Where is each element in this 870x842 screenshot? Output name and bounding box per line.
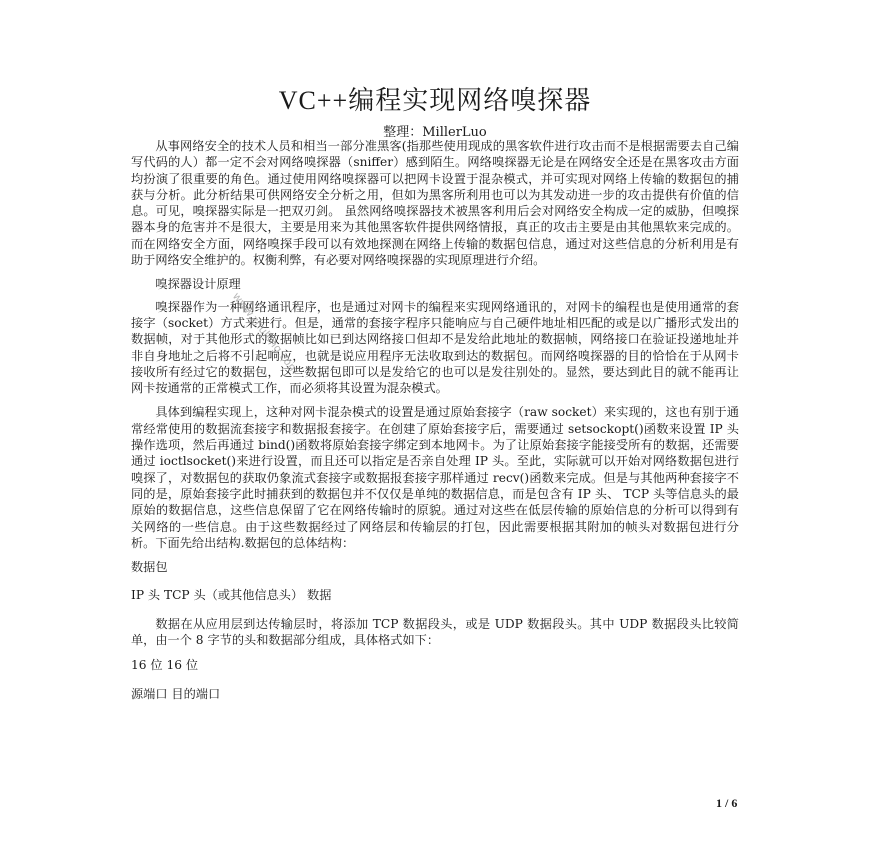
principle-paragraph: 嗅探器作为一种网络通讯程序，也是通过对网卡的编程来实现网络通讯的，对网卡的编程也是使用通常的套接字（socket）方式来进行。但是，通常的套接字程序只能响应与自己硬件地址相匹配的或是以广播形式发出的数据帧，对于其他形式的数据帧比如已到达网络接口但却不是发给此地址的数据帧，网络接口在验证投递地址并非自身地址之后将不引起响应，也就是说应用程序无法收取到达的数据包。而网络嗅探器的目的恰恰在于从网卡接收所有经过它的数据包，这些数据包即可以是发给它的也可以是发往别处的。显然，要达到此目的就不能再让网卡按通常的正常模式工作，而必须将其设置为混杂模式。 (131, 299, 739, 396)
bit-width-row: 16 位 16 位 (131, 658, 199, 673)
implementation-paragraph: 具体到编程实现上，这种对网卡混杂模式的设置是通过原始套接字（raw socket）来实现的，这也有别于通常经常使用的数据流套接字和数据报套接字。在创建了原始套接字后，需要通过 setsockopt()函数来设置 IP 头操作选项，然后再通过 bind()函数将原始套接字绑定到本地网卡。为了让原始套接字能接受所有的数据，还需要通过 ioctlsocket()来进行设置，而且还可以指定是否亲自处理 IP 头。至此，实际就可以开始对网络数据包进行嗅探了，对数据包的获取仍象流式套接字或数据报套接字那样通过 recv()函数来完成。但是与其他两种套接字不同的是，原始套接字此时捕获到的数据包并不仅仅是单纯的数据信息，而是包含有 IP 头、 TCP 头等信息头的最原始的数据信息，这些信息保留了它在网络传输时的原貌。通过对这些在低层传输的原始信息的分析可以得到有关网络的一些信息。由于这些数据经过了网络层和传输层的打包，因此需要根据其附加的帧头对数据包进行分析。下面先给出结构.数据包的总体结构： (131, 405, 739, 550)
packet-structure: IP 头 TCP 头（或其他信息头） 数据 (131, 588, 332, 603)
section-heading: 嗅探器设计原理 (155, 277, 241, 292)
document-body (131, 138, 739, 714)
udp-paragraph: 数据在从应用层到达传输层时，将添加 TCP 数据段头，或是 UDP 数据段头。其中 UDP 数据段头比较简单，由一个 8 字节的头和数据部分组成，具体格式如下： (131, 616, 739, 648)
document-title: VC++编程实现网络嗅探器 (278, 86, 592, 115)
packet-label: 数据包 (131, 560, 168, 575)
port-row: 源端口 目的端口 (131, 686, 221, 701)
page-number: 1 / 6 (716, 796, 738, 810)
intro-paragraph: 从事网络安全的技术人员和相当一部分准黑客(指那些使用现成的黑客软件进行攻击而不是根据需要去自己编写代码的人）都一定不会对网络嗅探器（sniffer）感到陌生。网络嗅探器无论是在网络安全还是在黑客攻击方面均扮演了很重要的角色。通过使用网络嗅探器可以把网卡设置于混杂模式，并可实现对网络上传输的数据包的捕获与分析。此分析结果可供网络安全分析之用，但如为黑客所利用也可以为其发动进一步的攻击提供有价值的信息。可见，嗅探器实际是一把双刃剑。 虽然网络嗅探器技术被黑客利用后会对网络安全构成一定的威胁，但嗅探器本身的危害并不是很大，主要是用来为其他黑客软件提供网络情报，真正的攻击主要是由其他黑软来完成的。而在网络安全方面，网络嗅探手段可以有效地探测在网络上传输的数据包信息，通过对这些信息的分析利用是有助于网络安全维护的。权衡利弊，有必要对网络嗅探器的实现原理进行介绍。 (131, 139, 739, 268)
watermark: www.zhulong.com (229, 290, 302, 377)
author-line: 整理：MillerLuo (383, 125, 487, 140)
